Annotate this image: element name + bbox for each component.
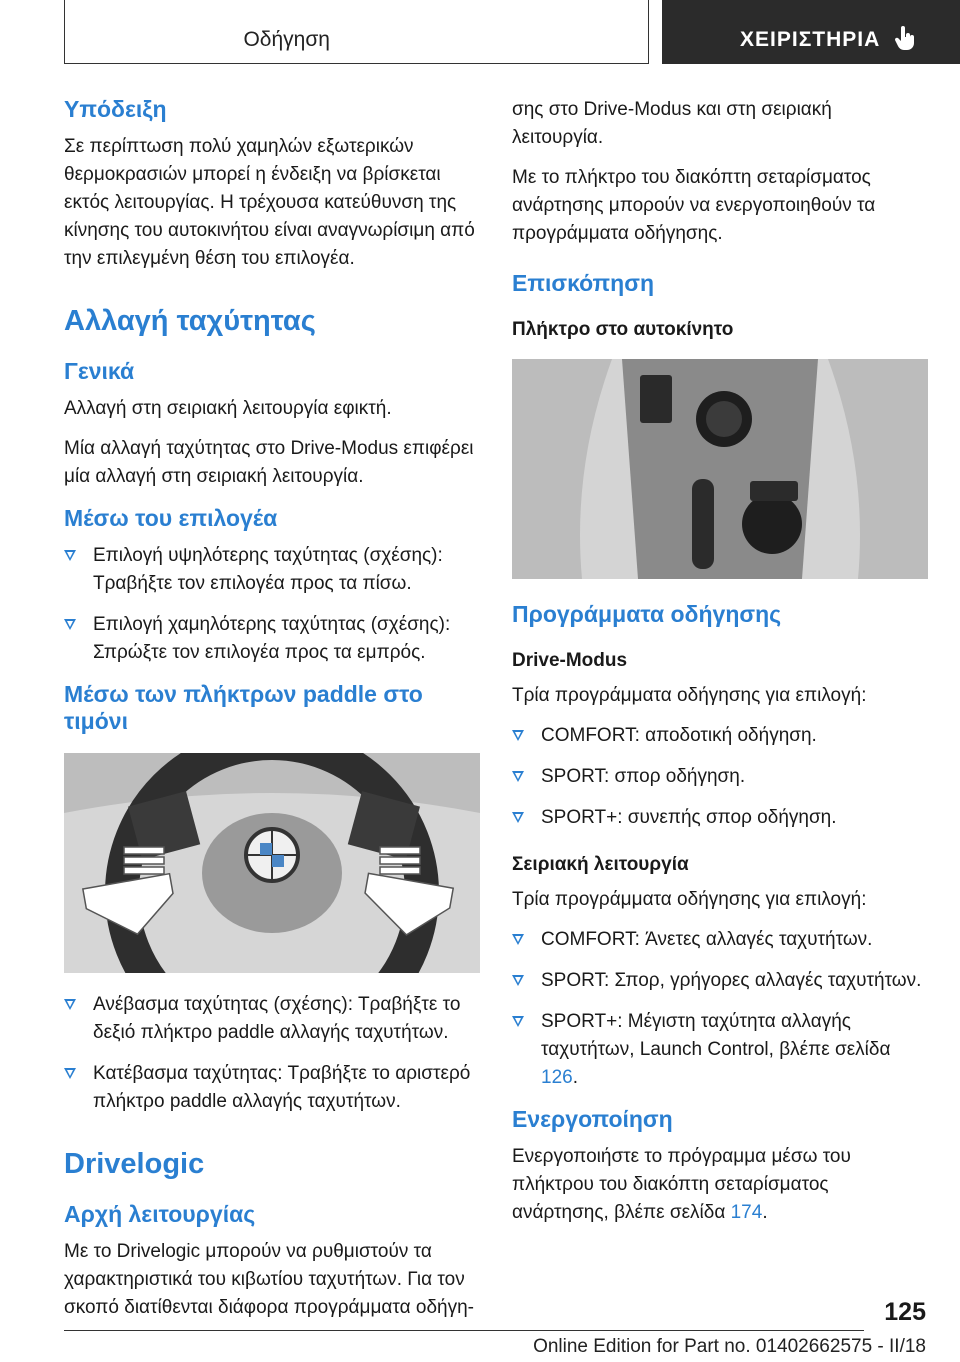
header-section-title: Οδήγηση (243, 28, 330, 51)
edition-note: Online Edition for Part no. 01402662575 - II/18 (533, 1336, 926, 1357)
serial-mode-intro: Τρία προγράμματα οδήγησης για επιλογή: (512, 889, 867, 910)
paddle-heading: Μέσω των πλήκτρων paddle στο τιμόνι (64, 681, 423, 734)
triangle-bullet-icon (64, 619, 76, 630)
switch-text: Με το πλήκτρο του διακόπτη σεταρίσματος ανάρτησης μπορούν να ενεργοποιηθούν τα προγράμματα οδήγησης. (512, 167, 876, 244)
list-item: Κατέβασμα ταχύτητας: Τραβήξτε το αριστερό πλήκτρο paddle αλλαγής ταχυτήτων. (64, 1060, 480, 1116)
triangle-bullet-icon (512, 975, 524, 986)
list-item: COMFORT: αποδοτική οδήγηση. (512, 722, 928, 750)
triangle-bullet-icon (512, 771, 524, 782)
indicator-heading: Υπόδειξη (64, 96, 167, 122)
triangle-bullet-icon (512, 1016, 524, 1027)
list-item: Επιλογή χαμηλότερης ταχύτητας (σχέσης): Σπρώξτε τον επιλογέα προς τα εμπρός. (64, 611, 480, 667)
right-column (512, 96, 928, 1239)
paddle-list (64, 991, 480, 1116)
triangle-bullet-icon (512, 812, 524, 823)
drive-modus-intro: Τρία προγράμματα οδήγησης για επιλογή: (512, 685, 867, 706)
list-item: Επιλογή υψηλότερης ταχύτητας (σχέσης): Τραβήξτε τον επιλογέα προς τα πίσω. (64, 542, 480, 598)
list-item: Ανέβασμα ταχύτητας (σχέσης): Τραβήξτε το δεξιό πλήκτρο paddle αλλαγής ταχυτήτων. (64, 991, 480, 1047)
overview-heading: Επισκόπηση (512, 270, 654, 296)
list-item: SPORT: σπορ οδήγηση. (512, 763, 928, 791)
header-section-box (64, 0, 649, 64)
drive-modus-heading: Drive-Modus (512, 650, 628, 671)
gear-change-heading: Αλλαγή ταχύτητας (64, 305, 316, 337)
triangle-bullet-icon (512, 934, 524, 945)
general-paragraph-1: Αλλαγή στη σειριακή λειτουργία εφικτή. (64, 398, 392, 419)
center-console-image (512, 359, 928, 579)
triangle-bullet-icon (512, 730, 524, 741)
selector-list (64, 542, 480, 667)
activation-heading: Ενεργοποίηση (512, 1106, 673, 1132)
general-paragraph-2: Μία αλλαγή ταχύτητας στο Drive-Modus επιφέρει μία αλλαγή στη σειριακή λειτουργία. (64, 438, 474, 487)
serial-mode-list (512, 926, 928, 1092)
drive-modus-list (512, 722, 928, 832)
indicator-text: Σε περίπτωση πολύ χαμηλών εξωτερικών θερμοκρασιών μπορεί η ένδειξη να βρίσκεται εκτός λειτουργίας. Η τρέχουσα κατεύθυνση της κίνησης του αυτοκινήτου είναι αναγνωρίσιμη από την επιλεγμένη θέση του επιλογέα. (64, 136, 475, 269)
list-item: SPORT+: Μέγιστη ταχύτητα αλλαγής ταχυτήτων, Launch Control, βλέπε σελίδα 126. (512, 1008, 928, 1092)
serial-mode-heading: Σειριακή λειτουργία (512, 854, 689, 875)
list-item: COMFORT: Άνετες αλλαγές ταχυτήτων. (512, 926, 928, 954)
page-reference-link[interactable]: 174 (730, 1202, 763, 1223)
general-heading: Γενικά (64, 358, 135, 384)
header-chapter-label: ΧΕΙΡΙΣΤΗΡΙΑ (740, 28, 881, 51)
page-number: 125 (884, 1298, 926, 1326)
principle-text: Με το Drivelogic μπορούν να ρυθμιστούν τα χαρακτηριστικά του κιβωτίου ταχυτήτων. Για τον σκοπό διατίθενται διάφορα προγράμματα οδήγη- (64, 1241, 475, 1318)
triangle-bullet-icon (64, 550, 76, 561)
header-chapter-tab[interactable] (662, 0, 960, 64)
selector-heading: Μέσω του επιλογέα (64, 505, 278, 531)
page-reference-link[interactable]: 126 (541, 1067, 573, 1088)
triangle-bullet-icon (64, 1068, 76, 1079)
list-item: SPORT+: συνεπής σπορ οδήγηση. (512, 804, 928, 832)
programs-heading: Προγράμματα οδήγησης (512, 601, 782, 627)
hand-pointer-icon (894, 26, 918, 52)
left-column (64, 96, 480, 1334)
list-item: SPORT: Σπορ, γρήγορες αλλαγές ταχυτήτων. (512, 967, 928, 995)
triangle-bullet-icon (64, 999, 76, 1010)
activation-text: Ενεργοποιήστε το πρόγραμμα μέσω του πλήκτρου του διακόπτη σεταρίσματος ανάρτησης, βλέπε σελίδα 174. (512, 1146, 851, 1223)
continued-text: σης στο Drive-Modus και στη σειριακή λειτουργία. (512, 99, 832, 148)
footer-divider (64, 1330, 864, 1331)
drivelogic-heading: Drivelogic (64, 1148, 205, 1180)
button-in-car-heading: Πλήκτρο στο αυτοκίνητο (512, 319, 734, 340)
steering-wheel-paddles-image (64, 753, 480, 973)
principle-heading: Αρχή λειτουργίας (64, 1201, 256, 1227)
